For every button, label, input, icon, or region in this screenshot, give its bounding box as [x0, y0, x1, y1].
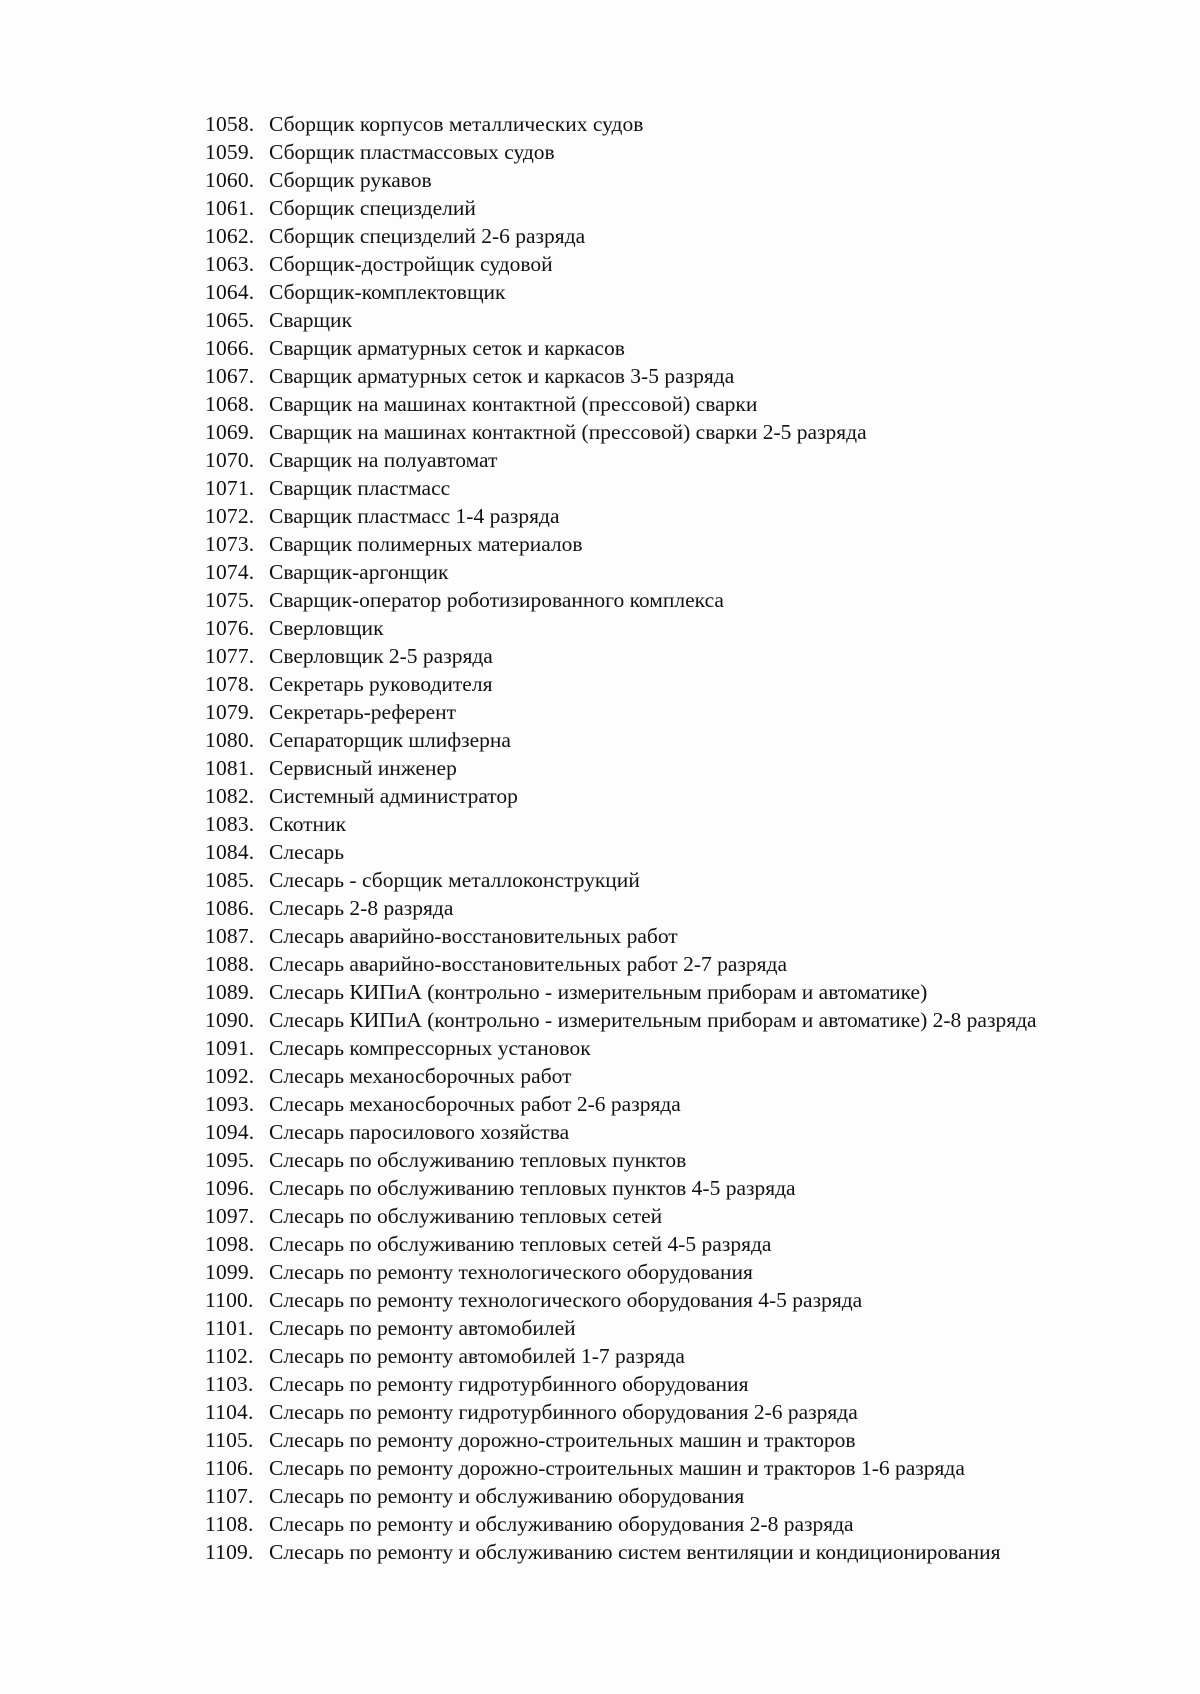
item-text: Сборщик-достройщик судовой — [269, 252, 553, 276]
item-number: 1069. — [205, 420, 255, 444]
item-text: Сборщик специзделий 2-6 разряда — [269, 224, 586, 248]
item-number: 1104. — [205, 1400, 254, 1424]
item-number: 1074. — [205, 560, 255, 584]
list-item — [205, 1286, 1135, 1314]
item-number: 1060. — [205, 168, 255, 192]
item-text: Слесарь механосборочных работ — [269, 1064, 572, 1088]
item-number: 1088. — [205, 952, 255, 976]
item-number: 1092. — [205, 1064, 255, 1088]
item-text: Сварщик на машинах контактной (прессовой) сварки — [269, 392, 758, 416]
item-text: Секретарь руководителя — [269, 672, 493, 696]
item-number: 1097. — [205, 1204, 255, 1228]
list-item — [205, 726, 1135, 754]
list-item — [205, 1454, 1135, 1482]
list-item — [205, 838, 1135, 866]
list-item — [205, 1118, 1135, 1146]
list-item — [205, 530, 1135, 558]
item-number: 1079. — [205, 700, 255, 724]
item-number: 1086. — [205, 896, 255, 920]
item-number: 1106. — [205, 1456, 254, 1480]
item-text: Сборщик рукавов — [269, 168, 432, 192]
item-text: Слесарь по ремонту автомобилей — [269, 1316, 576, 1340]
list-item — [205, 1090, 1135, 1118]
item-text: Слесарь по обслуживанию тепловых сетей — [269, 1204, 663, 1228]
occupation-list — [205, 110, 1135, 1566]
item-number: 1090. — [205, 1008, 255, 1032]
item-number: 1072. — [205, 504, 255, 528]
item-number: 1082. — [205, 784, 255, 808]
item-number: 1075. — [205, 588, 255, 612]
item-text: Слесарь — [269, 840, 345, 864]
item-text: Сверловщик 2-5 разряда — [269, 644, 493, 668]
list-item — [205, 222, 1135, 250]
list-item — [205, 614, 1135, 642]
list-item — [205, 1062, 1135, 1090]
item-text: Сборщик-комплектовщик — [269, 280, 506, 304]
item-text: Сварщик пластмасс — [269, 476, 451, 500]
item-number: 1109. — [205, 1540, 254, 1564]
item-text: Сварщик пластмасс 1-4 разряда — [269, 504, 560, 528]
item-number: 1105. — [205, 1428, 254, 1452]
item-text: Слесарь по ремонту и обслуживанию систем вентиляции и кондиционирования — [269, 1540, 1001, 1564]
list-item — [205, 474, 1135, 502]
item-number: 1093. — [205, 1092, 255, 1116]
item-number: 1058. — [205, 112, 255, 136]
item-text: Слесарь аварийно-восстановительных работ — [269, 924, 678, 948]
list-item — [205, 782, 1135, 810]
item-number: 1062. — [205, 224, 255, 248]
item-text: Системный администратор — [269, 784, 518, 808]
item-text: Сборщик корпусов металлических судов — [269, 112, 644, 136]
list-item — [205, 166, 1135, 194]
item-text: Секретарь-референт — [269, 700, 457, 724]
list-item — [205, 1034, 1135, 1062]
item-text: Сварщик-оператор роботизированного комплекса — [269, 588, 724, 612]
list-item — [205, 362, 1135, 390]
list-item — [205, 1538, 1135, 1566]
item-text: Сварщик на полуавтомат — [269, 448, 498, 472]
list-item — [205, 670, 1135, 698]
item-text: Сборщик специзделий — [269, 196, 476, 220]
item-text: Слесарь паросилового хозяйства — [269, 1120, 570, 1144]
item-number: 1108. — [205, 1512, 254, 1536]
item-number: 1085. — [205, 868, 255, 892]
item-number: 1061. — [205, 196, 255, 220]
item-number: 1081. — [205, 756, 255, 780]
list-item — [205, 1174, 1135, 1202]
item-number: 1070. — [205, 448, 255, 472]
list-item — [205, 138, 1135, 166]
item-number: 1094. — [205, 1120, 255, 1144]
list-item — [205, 1482, 1135, 1510]
item-text: Сварщик арматурных сеток и каркасов 3-5 разряда — [269, 364, 735, 388]
item-text: Слесарь по ремонту дорожно-строительных машин и тракторов — [269, 1428, 856, 1452]
list-item — [205, 1370, 1135, 1398]
item-text: Сепараторщик шлифзерна — [269, 728, 511, 752]
item-number: 1077. — [205, 644, 255, 668]
list-item — [205, 194, 1135, 222]
list-item — [205, 110, 1135, 138]
item-number: 1063. — [205, 252, 255, 276]
item-number: 1078. — [205, 672, 255, 696]
item-text: Слесарь компрессорных установок — [269, 1036, 591, 1060]
item-text: Слесарь по обслуживанию тепловых пунктов — [269, 1148, 687, 1172]
item-number: 1084. — [205, 840, 255, 864]
list-item — [205, 922, 1135, 950]
list-item — [205, 306, 1135, 334]
item-text: Слесарь по ремонту технологического оборудования — [269, 1260, 753, 1284]
item-text: Слесарь механосборочных работ 2-6 разряда — [269, 1092, 681, 1116]
item-text: Сборщик пластмассовых судов — [269, 140, 555, 164]
list-item — [205, 1510, 1135, 1538]
list-item — [205, 1006, 1135, 1034]
item-text: Слесарь по ремонту гидротурбинного оборудования 2-6 разряда — [269, 1400, 858, 1424]
list-item — [205, 390, 1135, 418]
item-number: 1064. — [205, 280, 255, 304]
item-text: Слесарь по ремонту дорожно-строительных машин и тракторов 1-6 разряда — [269, 1456, 965, 1480]
item-number: 1068. — [205, 392, 255, 416]
item-number: 1065. — [205, 308, 255, 332]
item-number: 1080. — [205, 728, 255, 752]
list-item — [205, 586, 1135, 614]
item-number: 1067. — [205, 364, 255, 388]
item-number: 1083. — [205, 812, 255, 836]
list-item — [205, 950, 1135, 978]
item-text: Сверловщик — [269, 616, 384, 640]
item-text: Сварщик — [269, 308, 353, 332]
list-item — [205, 698, 1135, 726]
item-text: Слесарь по ремонту и обслуживанию оборудования 2-8 разряда — [269, 1512, 854, 1536]
list-item — [205, 1398, 1135, 1426]
list-item — [205, 502, 1135, 530]
item-number: 1102. — [205, 1344, 254, 1368]
item-number: 1076. — [205, 616, 255, 640]
item-number: 1107. — [205, 1484, 254, 1508]
item-text: Слесарь аварийно-восстановительных работ 2-7 разряда — [269, 952, 788, 976]
item-text: Слесарь КИПиА (контрольно - измерительным приборам и автоматике) 2-8 разряда — [269, 1008, 1037, 1032]
item-number: 1101. — [205, 1316, 254, 1340]
item-number: 1071. — [205, 476, 255, 500]
item-number: 1066. — [205, 336, 255, 360]
item-text: Слесарь по ремонту и обслуживанию оборудования — [269, 1484, 745, 1508]
list-item — [205, 1202, 1135, 1230]
item-text: Сварщик на машинах контактной (прессовой) сварки 2-5 разряда — [269, 420, 867, 444]
item-text: Сварщик-аргонщик — [269, 560, 449, 584]
list-item — [205, 866, 1135, 894]
item-text: Слесарь по обслуживанию тепловых пунктов 4-5 разряда — [269, 1176, 796, 1200]
list-item — [205, 250, 1135, 278]
list-item — [205, 1230, 1135, 1258]
item-number: 1099. — [205, 1260, 255, 1284]
item-number: 1095. — [205, 1148, 255, 1172]
list-item — [205, 1258, 1135, 1286]
item-text: Сварщик арматурных сеток и каркасов — [269, 336, 625, 360]
list-item — [205, 810, 1135, 838]
item-number: 1073. — [205, 532, 255, 556]
item-number: 1096. — [205, 1176, 255, 1200]
list-item — [205, 418, 1135, 446]
item-text: Слесарь КИПиА (контрольно - измерительным приборам и автоматике) — [269, 980, 928, 1004]
item-text: Слесарь 2-8 разряда — [269, 896, 454, 920]
item-number: 1098. — [205, 1232, 255, 1256]
item-number: 1089. — [205, 980, 255, 1004]
list-item — [205, 894, 1135, 922]
item-text: Слесарь по ремонту гидротурбинного оборудования — [269, 1372, 749, 1396]
list-item — [205, 978, 1135, 1006]
item-number: 1087. — [205, 924, 255, 948]
item-number: 1059. — [205, 140, 255, 164]
list-item — [205, 1314, 1135, 1342]
list-item — [205, 1426, 1135, 1454]
item-text: Сервисный инженер — [269, 756, 457, 780]
item-text: Слесарь по обслуживанию тепловых сетей 4-5 разряда — [269, 1232, 772, 1256]
list-item — [205, 754, 1135, 782]
list-item — [205, 1146, 1135, 1174]
item-text: Слесарь по ремонту технологического оборудования 4-5 разряда — [269, 1288, 863, 1312]
list-item — [205, 642, 1135, 670]
list-item — [205, 558, 1135, 586]
list-item — [205, 446, 1135, 474]
item-number: 1091. — [205, 1036, 255, 1060]
item-text: Сварщик полимерных материалов — [269, 532, 583, 556]
item-number: 1100. — [205, 1288, 254, 1312]
list-item — [205, 278, 1135, 306]
item-text: Скотник — [269, 812, 347, 836]
item-number: 1103. — [205, 1372, 254, 1396]
list-item — [205, 334, 1135, 362]
list-item — [205, 1342, 1135, 1370]
item-text: Слесарь по ремонту автомобилей 1-7 разряда — [269, 1344, 685, 1368]
item-text: Слесарь - сборщик металлоконструкций — [269, 868, 640, 892]
